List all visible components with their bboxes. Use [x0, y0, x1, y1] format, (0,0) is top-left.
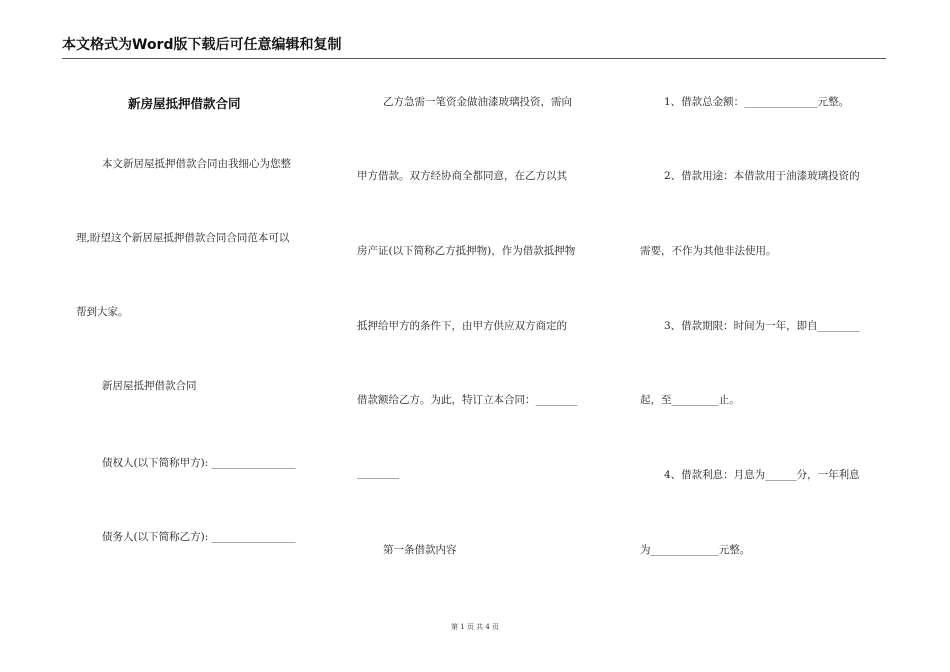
- page-header: 本文格式为Word版下载后可任意编辑和复制: [62, 34, 886, 59]
- creditor-field: 债权人(以下简称甲方): ________________: [102, 457, 296, 469]
- text-line: 房产证(以下简称乙方抵押物)，作为借款抵押物: [357, 245, 576, 257]
- loan-interest-line: 4、借款利息：月息为______分，一年利息: [664, 469, 860, 481]
- text-line: ________: [357, 467, 399, 479]
- text-line: 本文新居屋抵押借款合同由我细心为您整: [102, 158, 291, 170]
- document-title: 新房屋抵押借款合同: [128, 96, 241, 111]
- section-heading: 新居屋抵押借款合同: [102, 380, 197, 392]
- text-line: 需要，不作为其他非法使用。: [640, 245, 777, 257]
- page-number: 第 1 页 共 4 页: [450, 623, 500, 631]
- text-line: 甲方借款。双方经协商全都同意，在乙方以其: [357, 170, 567, 182]
- text-line: 为_____________元整。: [640, 544, 751, 556]
- article-heading: 第一条借款内容: [383, 544, 457, 556]
- text-line: 借款额给乙方。为此，特订立本合同：________: [357, 394, 578, 406]
- debtor-field: 债务人(以下简称乙方): ________________: [102, 531, 296, 543]
- text-line: 起，至_________止。: [640, 394, 740, 406]
- text-line: 乙方急需一笔资金做油漆玻璃投资，需向: [383, 96, 572, 108]
- loan-purpose-line: 2、借款用途：本借款用于油漆玻璃投资的: [664, 170, 860, 182]
- text-line: 帮到大家。: [76, 306, 129, 318]
- loan-term-line: 3、借款期限：时间为一年，即自________: [664, 320, 860, 332]
- text-line: 抵押给甲方的条件下，由甲方供应双方商定的: [357, 320, 567, 332]
- text-line: 理,盼望这个新居屋抵押借款合同合同范本可以: [76, 232, 290, 244]
- loan-amount-line: 1、借款总金额：______________元整。: [664, 96, 850, 108]
